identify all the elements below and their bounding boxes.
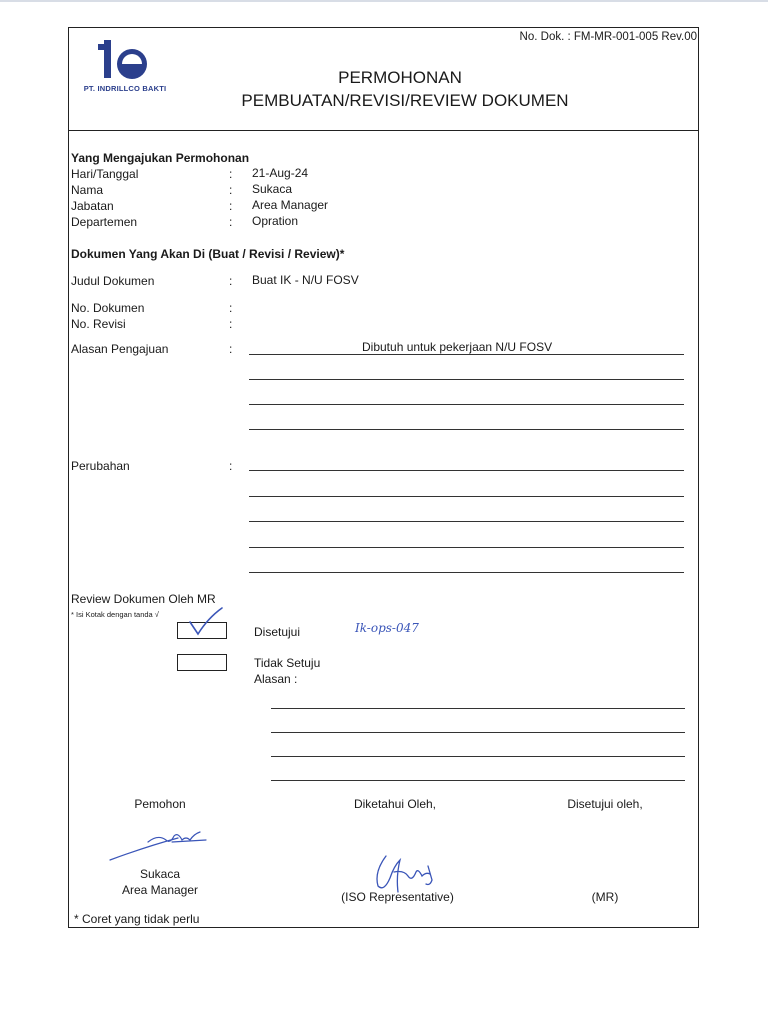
position-colon: :: [229, 199, 233, 213]
reason-line: [249, 379, 684, 380]
document-number: No. Dok. : FM-MR-001-005 Rev.00: [519, 31, 697, 43]
changes-line: [249, 572, 684, 573]
changes-colon: :: [229, 459, 233, 473]
changes-line: [249, 470, 684, 471]
doc-number-label: No. Dokumen: [71, 301, 145, 315]
name-value: Sukaca: [252, 182, 293, 196]
approved-by-role: (MR): [591, 890, 619, 904]
reason-line: [249, 404, 684, 405]
reason-label: Alasan Pengajuan: [71, 342, 169, 356]
rejection-line: [271, 732, 685, 733]
changes-label: Perubahan: [71, 459, 130, 473]
approved-by-title: Disetujui oleh,: [567, 797, 643, 811]
revision-colon: :: [229, 317, 233, 331]
rejection-line: [271, 756, 685, 757]
applicant-name: Sukaca: [139, 867, 181, 881]
approved-label: Disetujui: [254, 625, 301, 639]
reason-colon: :: [229, 342, 233, 356]
form-title-line1: PERMOHONAN: [338, 68, 462, 87]
applicant-position: Area Manager: [121, 883, 199, 897]
changes-line: [249, 496, 684, 497]
rejection-line: [271, 780, 685, 781]
position-value: Area Manager: [252, 198, 329, 212]
rejected-label: Tidak Setuju: [254, 656, 321, 670]
rejection-reason-label: Alasan :: [254, 672, 298, 686]
checkmark-icon: [186, 606, 226, 640]
revision-label: No. Revisi: [71, 317, 126, 331]
document-heading: Dokumen Yang Akan Di (Buat / Revisi / Review)*: [71, 247, 345, 261]
reason-line: [249, 429, 684, 430]
footnote: * Coret yang tidak perlu: [74, 912, 200, 926]
department-colon: :: [229, 215, 233, 229]
doc-title-colon: :: [229, 274, 233, 288]
doc-number-colon: :: [229, 301, 233, 315]
date-label: Hari/Tanggal: [71, 167, 139, 181]
form-title-line2: PEMBUATAN/REVISI/REVIEW DOKUMEN: [241, 91, 569, 110]
doc-title-value: Buat IK - N/U FOSV: [252, 273, 359, 287]
position-label: Jabatan: [71, 199, 114, 213]
company-name: PT. INDRILLCO BAKTI: [83, 84, 167, 93]
requester-heading: Yang Mengajukan Permohonan: [71, 151, 250, 165]
applicant-signature-icon: [108, 826, 208, 862]
department-value: Opration: [252, 214, 299, 228]
known-by-title: Diketahui Oleh,: [353, 797, 437, 811]
applicant-title: Pemohon: [134, 797, 186, 811]
scan-edge: [0, 0, 768, 2]
rejected-checkbox[interactable]: [177, 654, 227, 671]
review-heading: Review Dokumen Oleh MR: [71, 592, 216, 606]
changes-line: [249, 521, 684, 522]
header-divider: [68, 130, 699, 131]
review-note: * Isi Kotak dengan tanda √: [71, 610, 159, 619]
name-colon: :: [229, 183, 233, 197]
rejection-line: [271, 708, 685, 709]
date-value: 21-Aug-24: [252, 166, 309, 180]
known-by-role: (ISO Representative): [341, 890, 454, 904]
reason-value: Dibutuh untuk pekerjaan N/U FOSV: [362, 340, 553, 354]
date-colon: :: [229, 167, 233, 181]
changes-line: [249, 547, 684, 548]
company-logo-icon: [96, 40, 156, 82]
name-label: Nama: [71, 183, 104, 197]
department-label: Departemen: [71, 215, 138, 229]
doc-title-label: Judul Dokumen: [71, 274, 155, 288]
reason-line: [249, 354, 684, 355]
approved-handwritten-note: Ik-ops-047: [355, 621, 419, 635]
